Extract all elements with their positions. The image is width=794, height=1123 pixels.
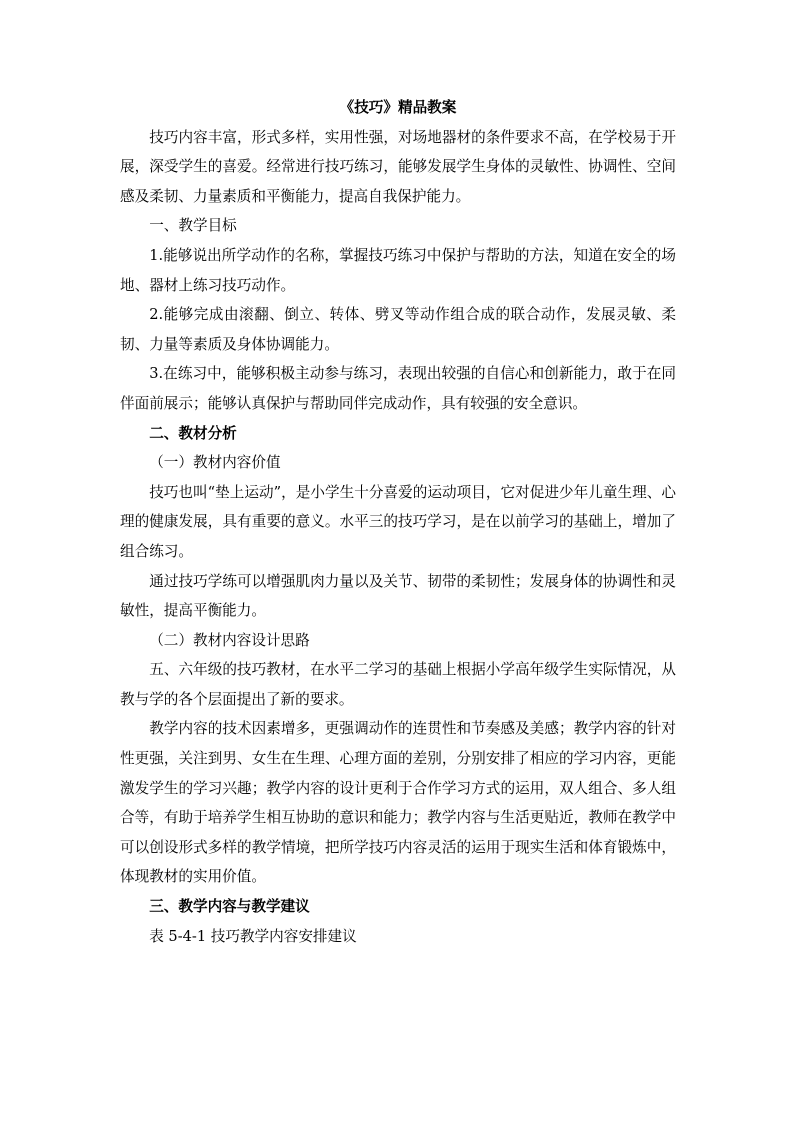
design-paragraph-2: 教学内容的技术因素增多，更强调动作的连贯性和节奏感及美感；教学内容的针对性更强，关注到男、女生在生理、心理方面的差别，分别安排了相应的学习内容，更能激发学生的学习兴趣；教学内容的设计更利于合作学习方式的运用，双人组合、多人组合等，有助于培养学生相互协助的意识和能力；教学内容与生活更贴近，教师在教学中可以创设形式多样的教学情境，把所学技巧内容灵活的运用于现实生活和体育锻炼中，体现教材的实用价值。: [120, 720, 676, 886]
section-heading-content: 三、教学内容与教学建议: [149, 898, 310, 916]
goal-item-3: 3.在练习中，能够积极主动参与练习，表现出较强的自信心和创新能力，敢于在同伴面前展示；能够认真保护与帮助同伴完成动作，具有较强的安全意识。: [120, 365, 676, 412]
document-title: 《技巧》精品教案: [339, 99, 457, 116]
intro-paragraph: 技巧内容丰富，形式多样，实用性强，对场地器材的条件要求不高，在学校易于开展，深受学生的喜爱。经常进行技巧练习，能够发展学生身体的灵敏性、协调性、空间感及柔韧、力量素质和平衡能力，提高自我保护能力。: [120, 128, 676, 205]
value-paragraph-2: 通过技巧学练可以增强肌肉力量以及关节、韧带的柔韧性；发展身体的协调性和灵敏性，提高平衡能力。: [120, 572, 676, 620]
subsection-heading-value: （一）教材内容价值: [149, 454, 281, 472]
goal-item-2: 2.能够完成由滚翻、倒立、转体、劈叉等动作组合成的联合动作，发展灵敏、柔韧、力量等素质及身体协调能力。: [120, 306, 676, 353]
document-body: [120, 93, 676, 951]
goal-item-1: 1.能够说出所学动作的名称，掌握技巧练习中保护与帮助的方法，知道在安全的场地、器材上练习技巧动作。: [120, 246, 676, 294]
subsection-heading-design: （二）教材内容设计思路: [149, 631, 310, 649]
section-heading-analysis: 二、教材分析: [149, 424, 237, 442]
design-paragraph-1: 五、六年级的技巧教材，在水平二学习的基础上根据小学高年级学生实际情况，从教与学的各个层面提出了新的要求。: [120, 661, 676, 708]
section-heading-goals: 一、教学目标: [149, 217, 237, 235]
table-caption: 表 5-4-1 技巧教学内容安排建议: [149, 927, 357, 945]
value-paragraph-1: 技巧也叫“垫上运动”，是小学生十分喜爱的运动项目，它对促进少年儿童生理、心理的健康发展，具有重要的意义。水平三的技巧学习，是在以前学习的基础上，增加了组合练习。: [120, 483, 676, 560]
